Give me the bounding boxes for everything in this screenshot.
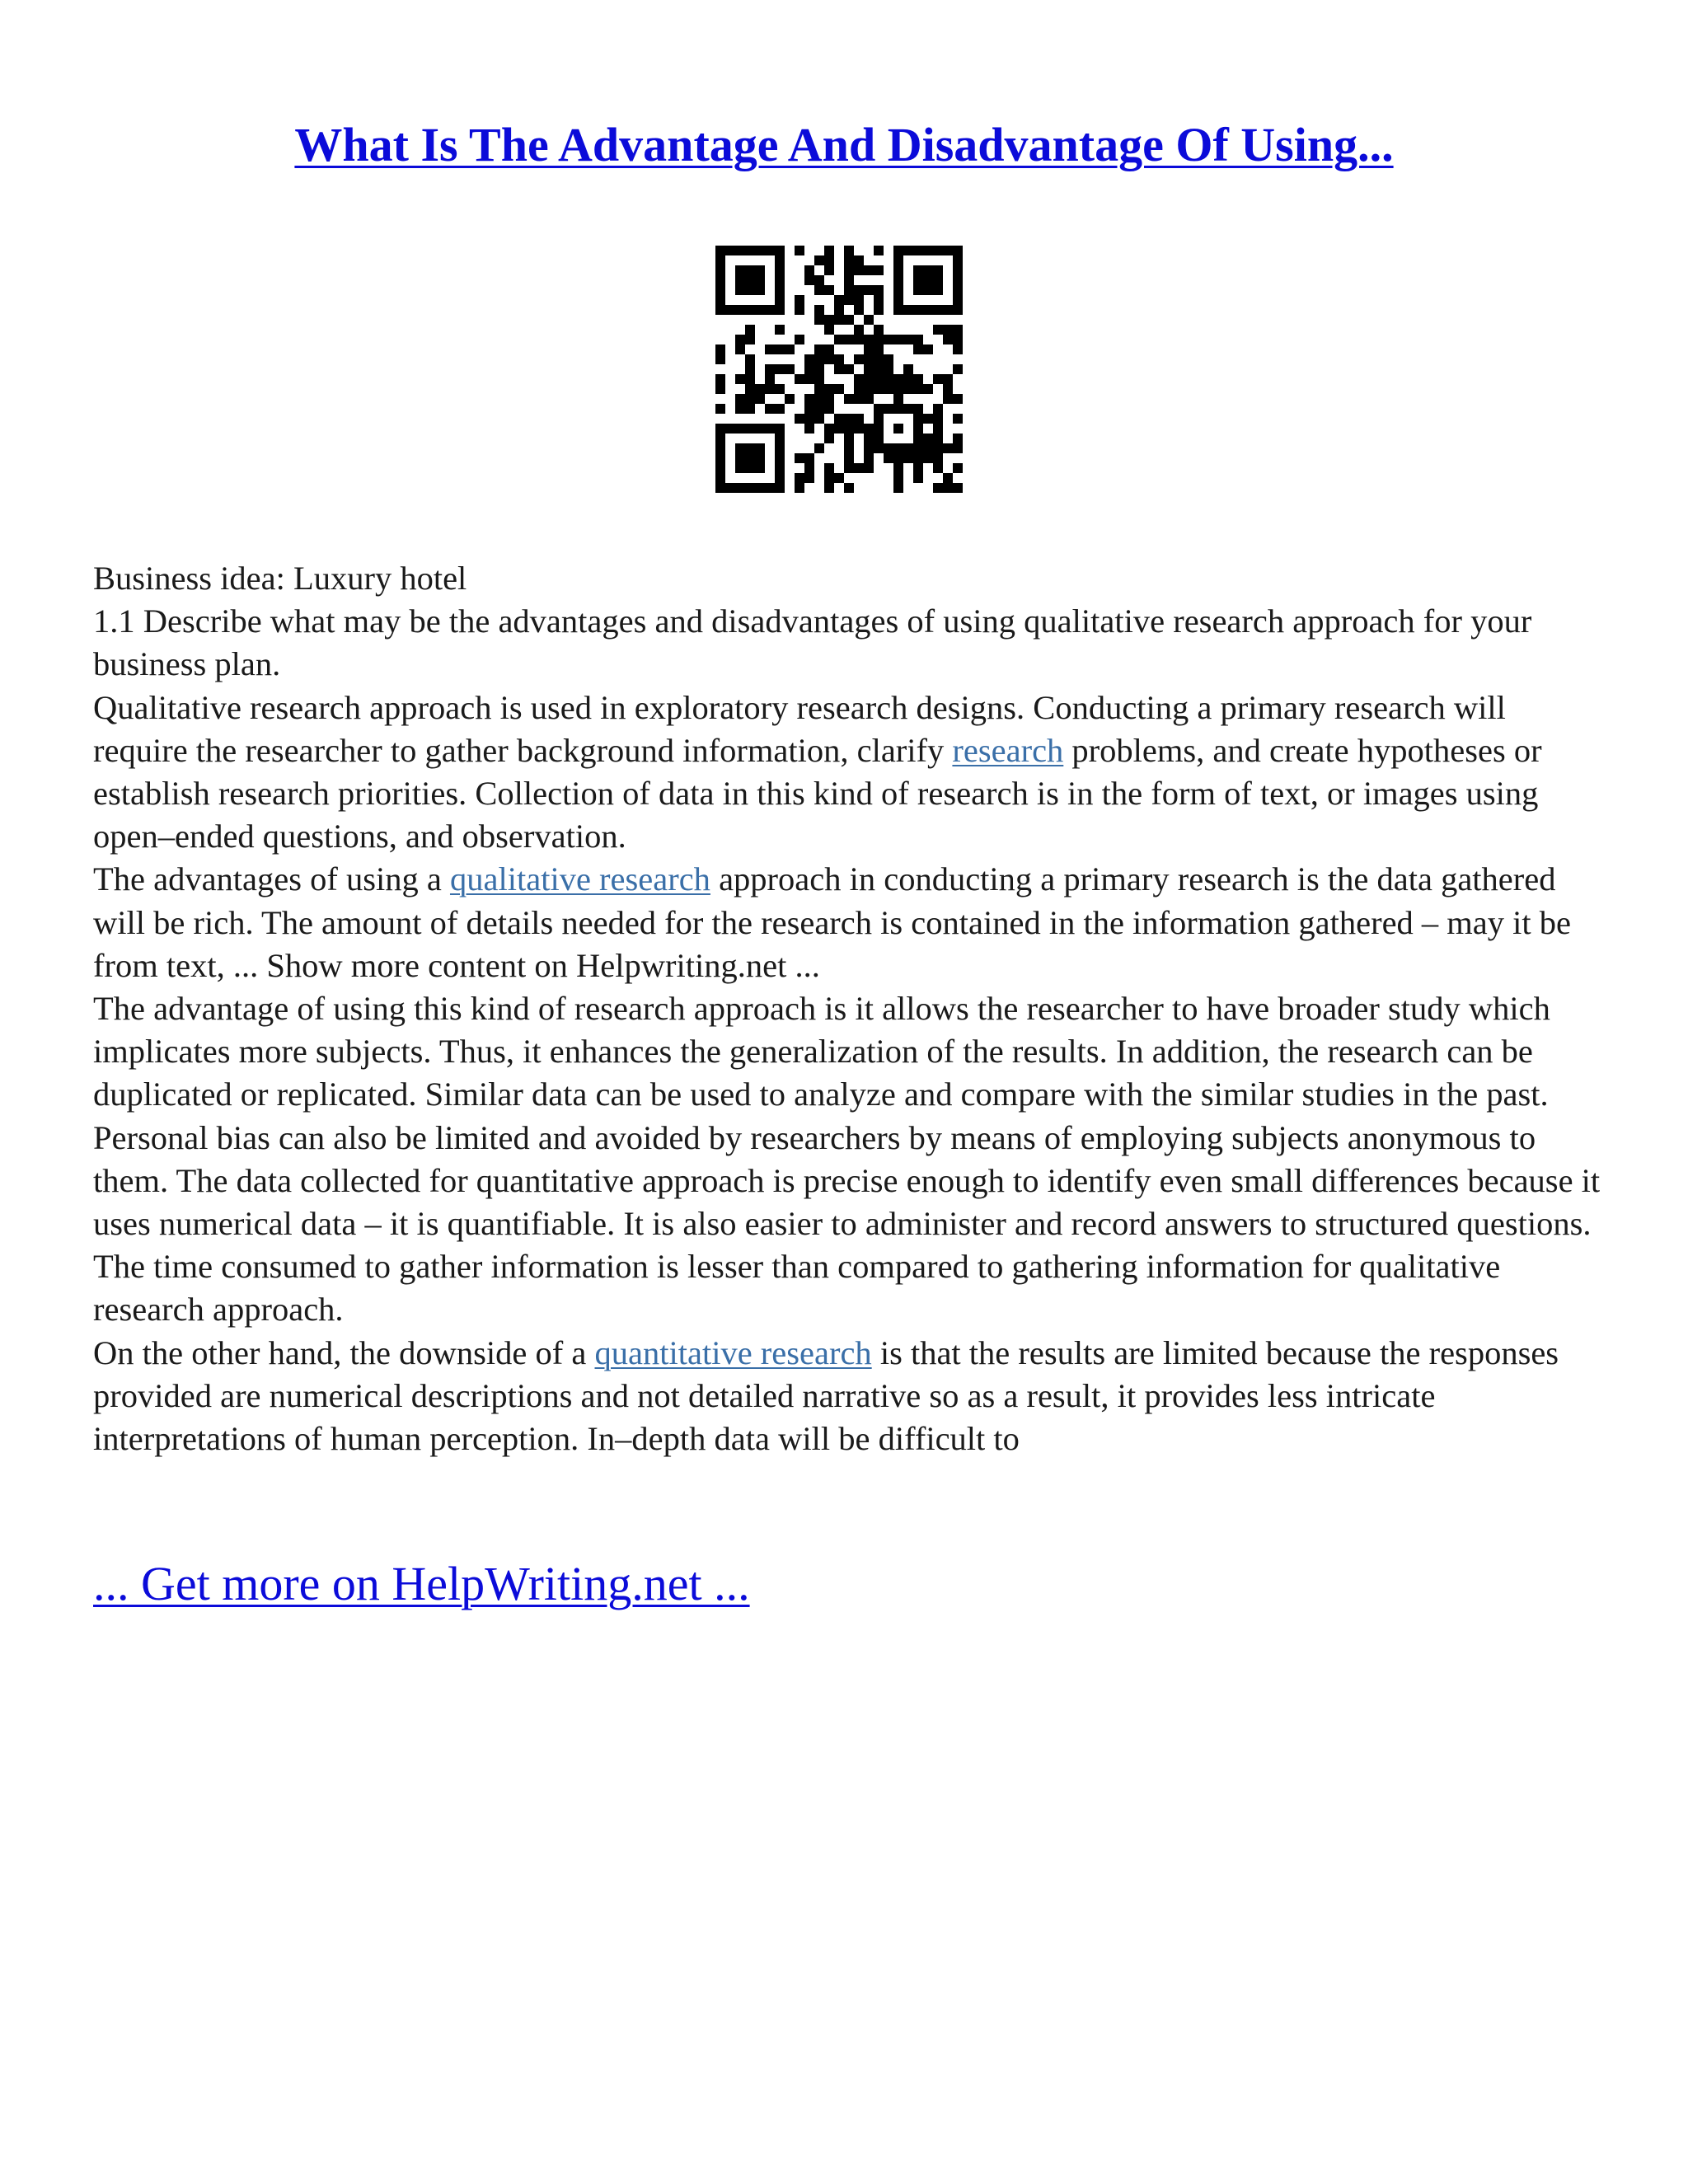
qr-code-icon bbox=[715, 246, 963, 493]
paragraph-text: is that the results are limited because the responses provided are numerical descriptions and not detailed narrative so as a result, it provides less intricate interpretations of human perception. In–depth data will be difficult to bbox=[93, 1333, 1559, 1458]
qualitative-research-link[interactable]: qualitative research bbox=[449, 860, 710, 898]
paragraph-text: Qualitative research approach is used in exploratory research designs. Conducting a primary research will require the researcher to gather background information, clarify bbox=[93, 688, 1506, 769]
title-link[interactable]: What Is The Advantage And Disadvantage Of Using... bbox=[294, 118, 1394, 171]
paragraph-text: On the other hand, the downside of a bbox=[93, 1333, 595, 1371]
paragraph-quantitative-downside bbox=[93, 1332, 1601, 1461]
footer bbox=[93, 1554, 750, 1614]
article-body bbox=[93, 557, 1601, 1460]
paragraph-question: 1.1 Describe what may be the advantages and disadvantages of using qualitative research approach for your business plan. bbox=[93, 602, 1532, 683]
research-link[interactable]: research bbox=[952, 731, 1064, 769]
page-title bbox=[0, 114, 1688, 176]
paragraph-quantitative-advantages: The advantage of using this kind of research approach is it allows the researcher to have broader study which implicates more subjects. Thus, it enhances the generalization of the results. In addition, the research can be duplicated or replicated. Similar data can be used to analyze and compare with the similar studies in the past. Personal bias can also be limited and avoided by researchers by means of employing subjects anonymous to them. The data collected for quantitative approach is precise enough to identify even small differences because it uses numerical data – it is quantifiable. It is also easier to administer and record answers to structured questions. The time consumed to gather information is lesser than compared to gathering information for qualitative research approach. bbox=[93, 990, 1601, 1329]
quantitative-research-link[interactable]: quantitative research bbox=[594, 1333, 872, 1371]
paragraph-text: approach in conducting a primary research is the data gathered will be rich. The amount of details needed for the research is contained in the information gathered – may it be from text, ... Show more content on Helpwriting.net ... bbox=[93, 860, 1572, 984]
paragraph-qualitative-advantages bbox=[93, 858, 1601, 987]
paragraph-qualitative-intro bbox=[93, 687, 1601, 859]
get-more-link[interactable]: ... Get more on HelpWriting.net ... bbox=[93, 1557, 750, 1610]
paragraph-text: problems, and create hypotheses or establish research priorities. Collection of data in this kind of research is in the form of text, or images using open–ended questions, and observation. bbox=[93, 731, 1542, 855]
paragraph-business-idea: Business idea: Luxury hotel bbox=[93, 560, 467, 597]
paragraph-text: The advantages of using a bbox=[93, 860, 450, 898]
